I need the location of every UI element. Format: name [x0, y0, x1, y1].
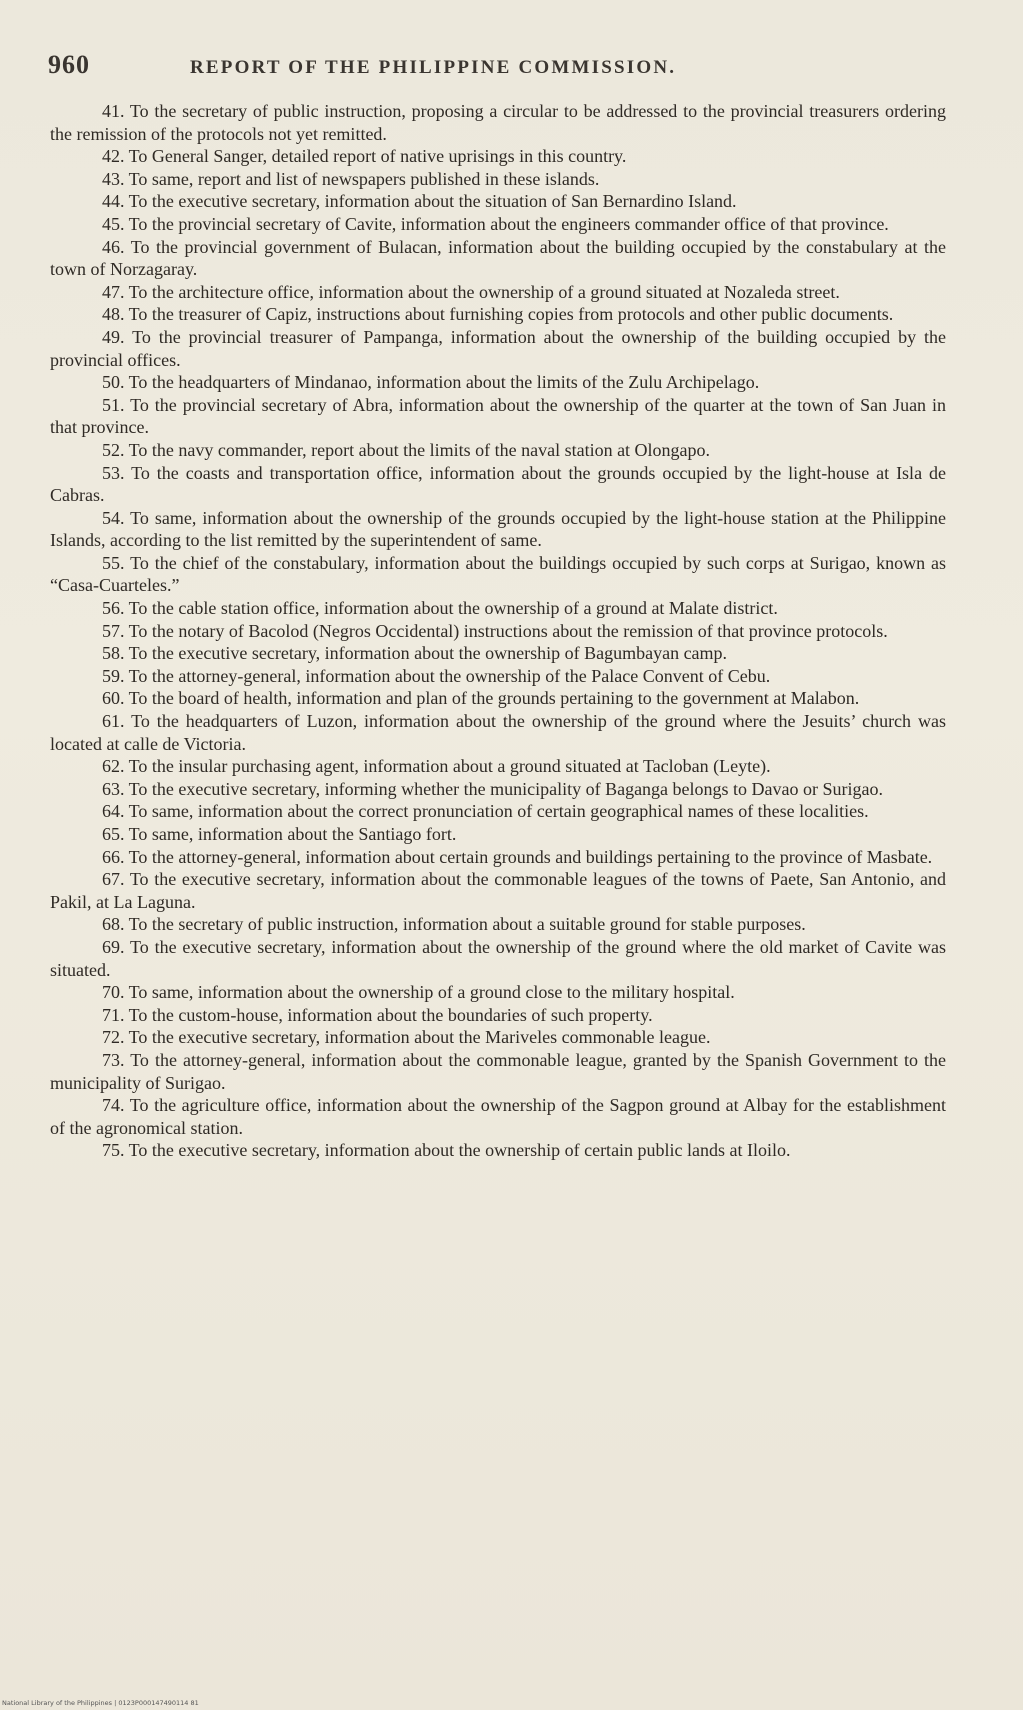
entry-item: 54. To same, information about the ownership of the grounds occupied by the light-house station at the Philippine Islands, according to the list remitted by the superintendent of same.	[50, 507, 946, 551]
entry-item: 70. To same, information about the ownership of a ground close to the military hospital.	[102, 982, 735, 1003]
entry-item: 60. To the board of health, information and plan of the grounds pertaining to the government at Malabon.	[102, 688, 860, 709]
entry-item: 51. To the provincial secretary of Abra, information about the ownership of the quarter at the town of San Juan in that province.	[50, 394, 946, 438]
entry-item: 57. To the notary of Bacolod (Negros Occidental) instructions about the remission of that province protocols.	[102, 620, 888, 641]
entry-item: 46. To the provincial government of Bulacan, information about the building occupied by the constabulary at the town of Norzagaray.	[50, 236, 946, 280]
entry-item: 56. To the cable station office, information about the ownership of a ground at Malate district.	[102, 598, 778, 619]
entry-item: 72. To the executive secretary, information about the Mariveles commonable league.	[102, 1027, 711, 1048]
entry-item: 47. To the architecture office, information about the ownership of a ground situated at Nozaleda street.	[102, 281, 840, 302]
entry-item: 67. To the executive secretary, information about the commonable leagues of the towns of Paete, San Antonio, and Pakil, at La Laguna.	[50, 869, 946, 912]
entry-item: 61. To the headquarters of Luzon, information about the ownership of the ground where the Jesuits’ church was located at calle de Victoria.	[50, 711, 946, 754]
entry-item: 52. To the navy commander, report about the limits of the naval station at Olongapo.	[102, 439, 711, 460]
entry-item: 75. To the executive secretary, information about the ownership of certain public lands at Iloilo.	[102, 1140, 791, 1161]
entry-item: 71. To the custom-house, information about the boundaries of such property.	[102, 1004, 653, 1025]
entry-item: 69. To the executive secretary, information about the ownership of the ground where the old market of Cavite was situated.	[50, 936, 946, 980]
entry-item: 53. To the coasts and transportation office, information about the grounds occupied by the light-house at Isla de Cabras.	[50, 462, 946, 506]
entry-item: 49. To the provincial treasurer of Pampanga, information about the ownership of the building occupied by the provincial offices.	[50, 326, 946, 370]
entry-item: 50. To the headquarters of Mindanao, information about the limits of the Zulu Archipelago.	[102, 372, 760, 393]
entry-item: 64. To same, information about the correct pronunciation of certain geographical names of these localities.	[102, 801, 869, 822]
entry-item: 73. To the attorney-general, information about the commonable league, granted by the Spanish Government to the municipality of Surigao.	[50, 1049, 946, 1093]
entry-item: 48. To the treasurer of Capiz, instructions about furnishing copies from protocols and other public documents.	[102, 304, 894, 325]
entry-item: 41. To the secretary of public instruction, proposing a circular to be addressed to the provincial treasurers ordering the remission of the protocols not yet remitted.	[50, 101, 946, 144]
page-header	[48, 50, 948, 84]
entry-item: 55. To the chief of the constabulary, information about the buildings occupied by such corps at Surigao, known as “Casa-Cuarteles.”	[50, 552, 946, 596]
page-number: 960	[48, 50, 90, 79]
running-title: REPORT OF THE PHILIPPINE COMMISSION.	[190, 57, 677, 78]
entry-item: 63. To the executive secretary, informing whether the municipality of Baganga belongs to Davao or Surigao.	[102, 778, 884, 799]
entry-item: 66. To the attorney-general, information about certain grounds and buildings pertaining to the province of Masbate.	[102, 846, 933, 867]
entry-item: 44. To the executive secretary, information about the situation of San Bernardino Island.	[102, 191, 737, 212]
entry-item: 74. To the agriculture office, information about the ownership of the Sagpon ground at Albay for the establishment of the agronomical station.	[50, 1095, 946, 1138]
entry-item: 43. To same, report and list of newspapers published in these islands.	[102, 168, 600, 189]
entry-item: 58. To the executive secretary, information about the ownership of Bagumbayan camp.	[102, 643, 728, 664]
entry-item: 42. To General Sanger, detailed report of native uprisings in this country.	[102, 146, 627, 167]
scan-credit: National Library of the Philippines | 0123P000147490114 81	[2, 1699, 199, 1707]
entry-item: 45. To the provincial secretary of Cavite, information about the engineers commander office of that province.	[102, 213, 889, 234]
entry-item: 62. To the insular purchasing agent, information about a ground situated at Tacloban (Leyte).	[102, 756, 771, 777]
entries-list	[50, 100, 946, 1162]
entry-item: 65. To same, information about the Santiago fort.	[102, 824, 457, 844]
entry-item: 68. To the secretary of public instruction, information about a suitable ground for stable purposes.	[102, 914, 806, 935]
entry-item: 59. To the attorney-general, information about the ownership of the Palace Convent of Cebu.	[102, 665, 771, 686]
